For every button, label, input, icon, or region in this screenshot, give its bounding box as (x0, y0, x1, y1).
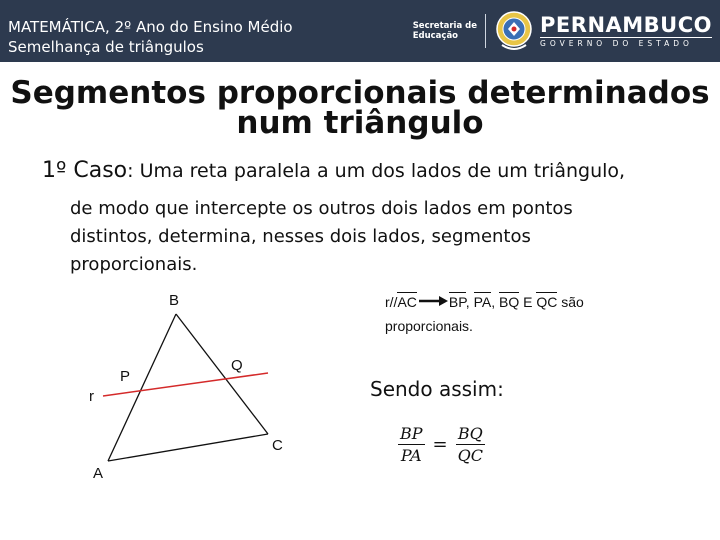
case-text-line4: proporcionais. (70, 254, 198, 275)
fraction-right: $\frac{BQ}{QC}$ (457, 424, 483, 465)
fraction-left: $\frac{BP}{PA}$ (400, 424, 423, 465)
note-segment-qc: QC (536, 294, 558, 310)
conclusion-text: Sendo assim: (370, 377, 504, 401)
note-segment-bp: BP (448, 294, 466, 310)
implies-arrow-icon (417, 294, 449, 310)
note-segment-bq: BQ (498, 294, 520, 310)
case-text-line2: de modo que intercepte os outros dois lados em pontos (70, 198, 573, 219)
note-segment-pa: PA (473, 294, 492, 310)
case-text-line3: distintos, determina, nesses dois lados, segmentos (70, 226, 531, 247)
state-wordmark: PERNAMBUCO GOVERNO DO ESTADO (540, 12, 712, 48)
note-segment-ac: AC (397, 294, 417, 310)
parallel-note: r//AC BP, PA, BQ E QC são (385, 294, 584, 310)
point-p-label: P (120, 368, 131, 385)
header-subject: MATEMÁTICA, 2º Ano do Ensino Médio (8, 18, 293, 36)
side-bc (176, 314, 268, 434)
slide-title-line1: Segmentos proporcionais determinados (10, 75, 710, 111)
equals-sign: = (432, 434, 448, 455)
case-label: 1º Caso (42, 158, 128, 183)
secretaria-label: Secretaria de Educação (412, 21, 478, 41)
point-q-label: Q (231, 357, 243, 374)
case-text: : Uma reta paralela a um dos lados de um triângulo, (127, 160, 626, 182)
vertex-b-label: B (169, 292, 180, 309)
note-r-parallel: r// (385, 294, 398, 310)
vertex-c-label: C (272, 437, 283, 454)
line-r-label: r (89, 388, 94, 405)
header-topic: Semelhança de triângulos (8, 38, 204, 56)
parallel-note-line2: proporcionais. (385, 318, 473, 334)
proportion-equation (398, 424, 485, 465)
slide-title-line2: num triângulo (236, 105, 484, 141)
vertex-a-label: A (93, 465, 104, 482)
side-ac (108, 434, 268, 461)
